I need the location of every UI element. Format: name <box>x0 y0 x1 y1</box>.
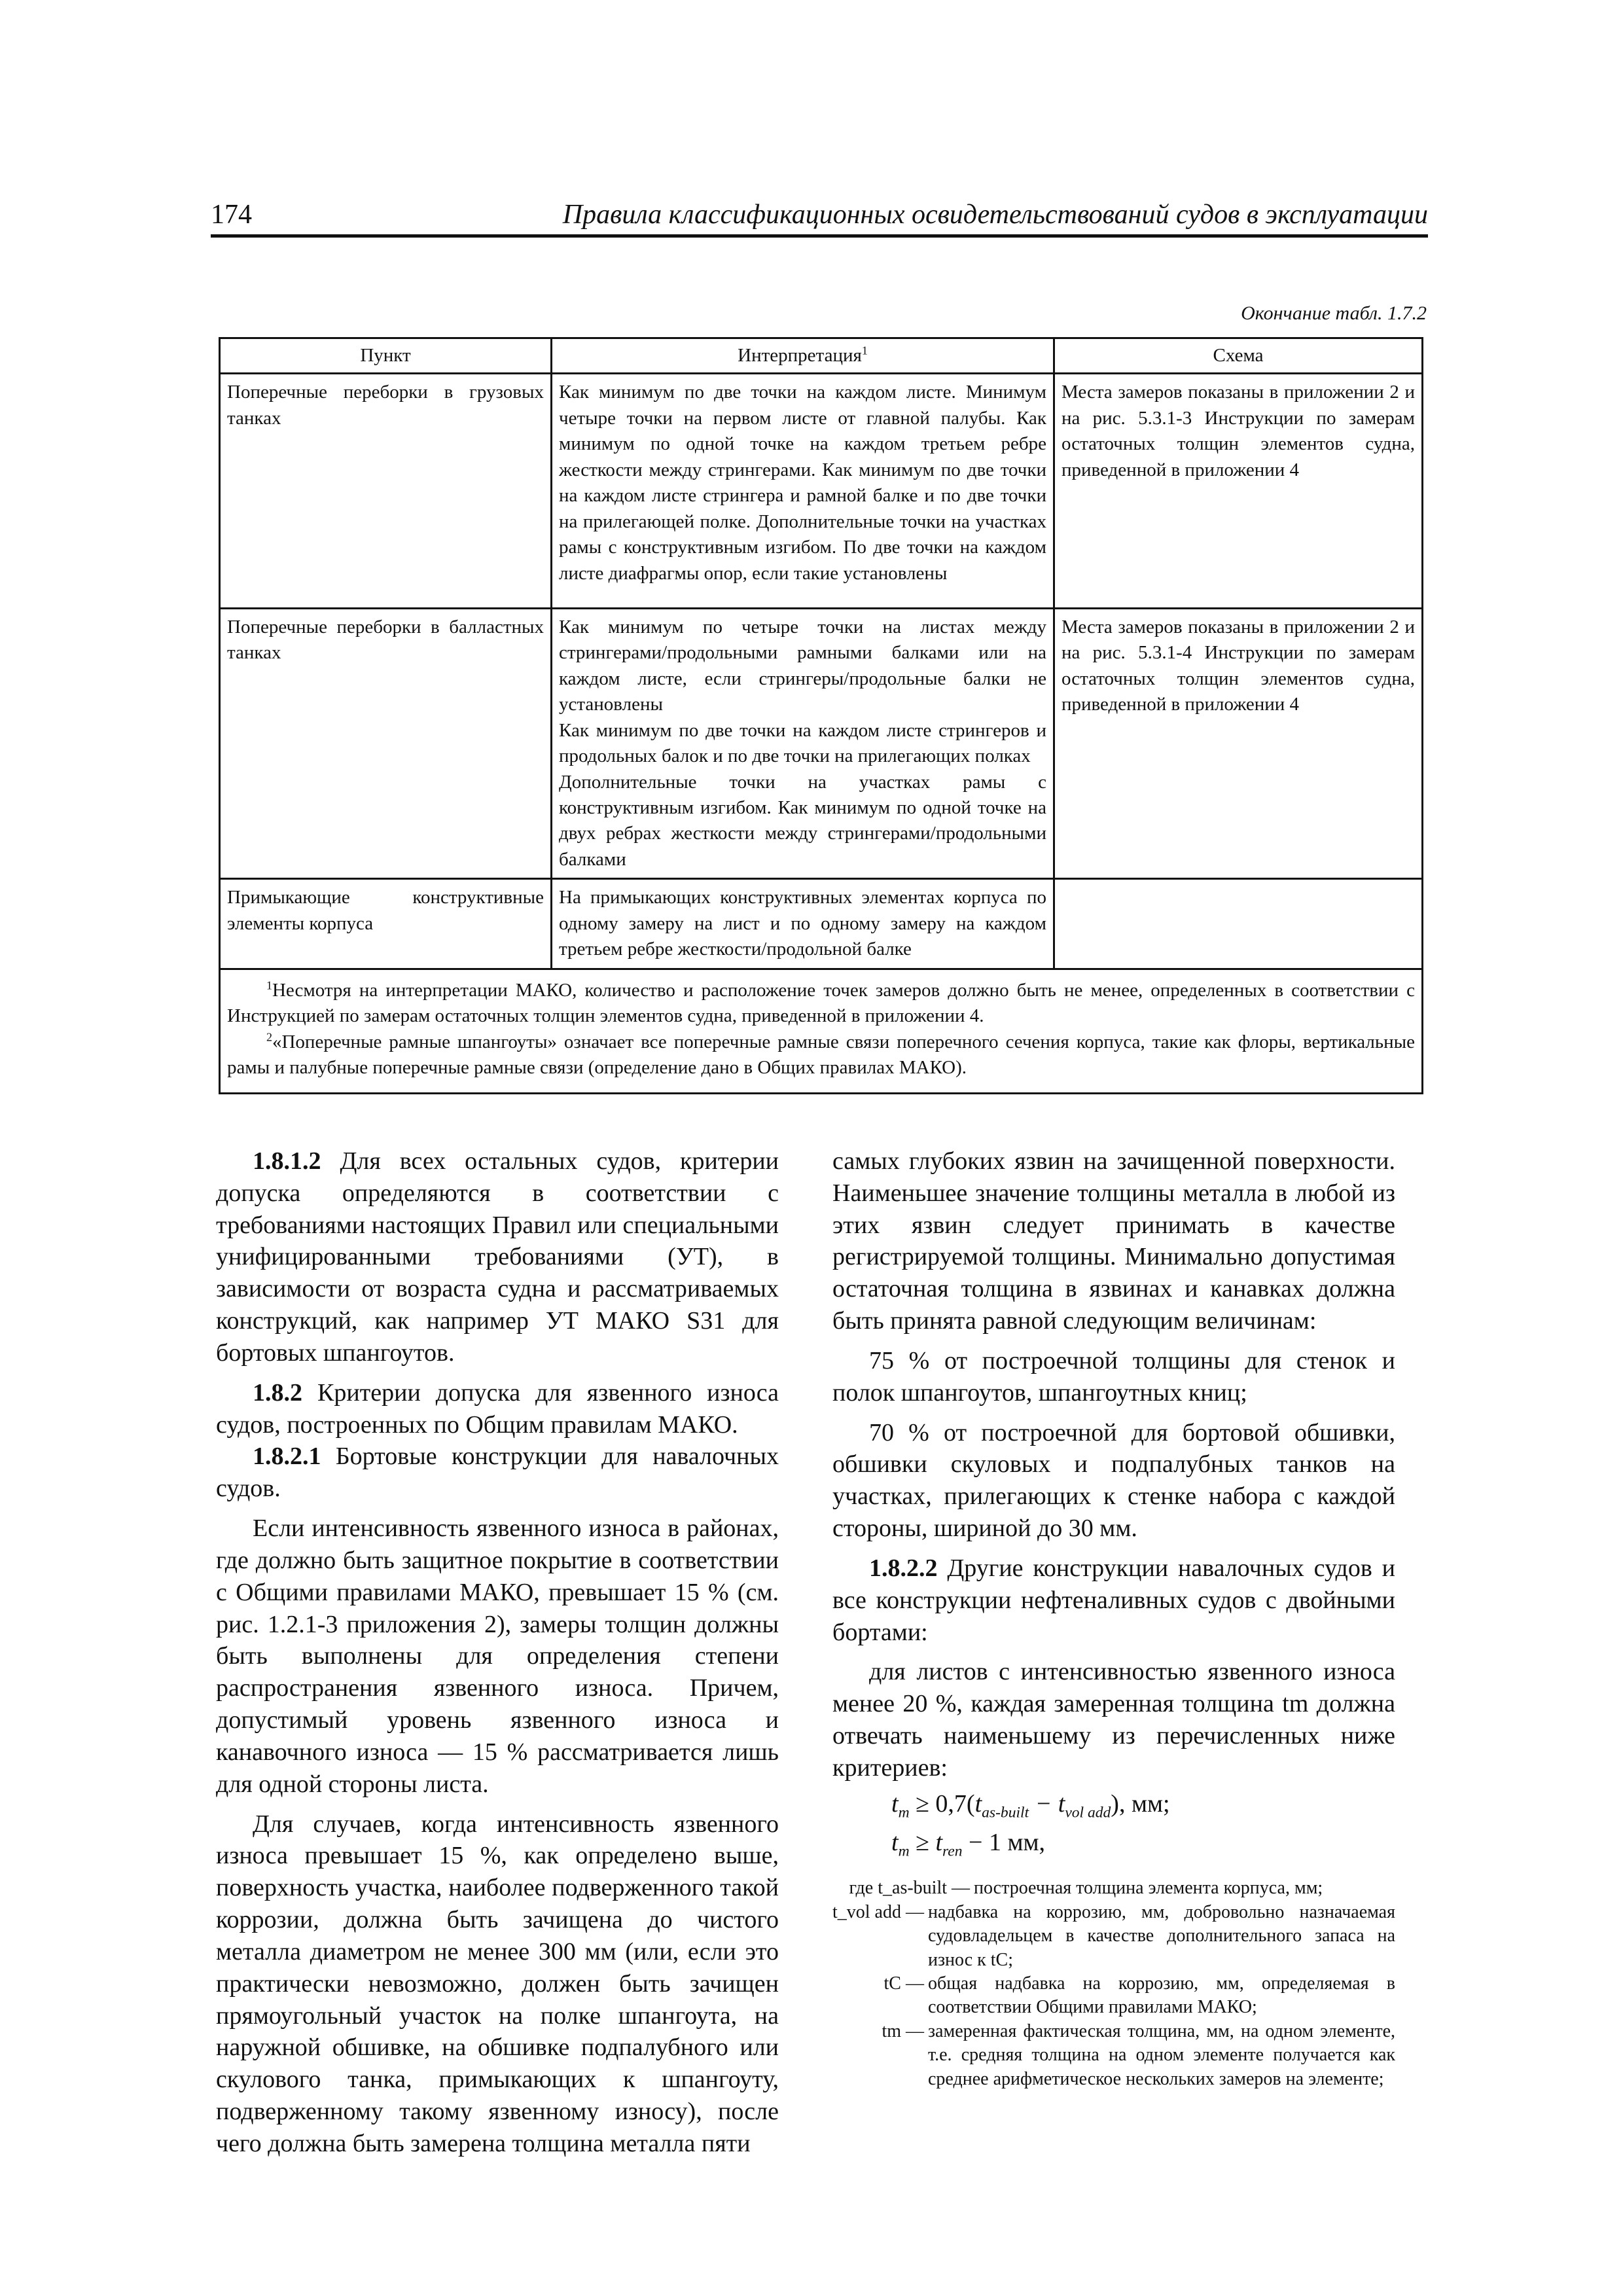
definition-item <box>832 1901 1395 1972</box>
definition-term: tm — <box>882 2020 924 2041</box>
table-caption: Окончание табл. 1.7.2 <box>1241 302 1427 324</box>
right-column <box>832 1145 1395 2091</box>
cell-item: Поперечные переборки в грузовых танках <box>220 374 552 609</box>
definition-text: общая надбавка на коррозию, мм, определяемая в соответствии Общими правилами МАКО; <box>928 1973 1395 2018</box>
interpretation-table <box>219 337 1423 1094</box>
table-note: $^2$«Поперечные рамные шпангоуты» означает все поперечные рамные связи поперечного сечения корпуса, такие как флоры, вертикальные рамы и палубные поперечные рамные связи (определение дано в Общих правилах МАКО). <box>227 1030 1415 1078</box>
table-row <box>220 608 1423 878</box>
subsection-heading: 1.8.2.2 Другие конструкции навалочных судов и все конструкции нефтеналивных судов с двойными бортами: <box>832 1554 1395 1646</box>
cell-scheme: Места замеров показаны в приложении 2 и на рис. 5.3.1-3 Инструкции по замерам остаточных толщин элементов судна, приведенной в приложении 4 <box>1054 374 1423 609</box>
definition-term: t_vol add — <box>832 1901 924 1922</box>
page-header <box>211 196 1428 238</box>
column-header-interpretation: Интерпретация$^1$ <box>552 338 1054 374</box>
cell-scheme: Места замеров показаны в приложении 2 и на рис. 5.3.1-4 Инструкции по замерам остаточных толщин элементов судна, приведенной в приложении 4 <box>1054 608 1423 878</box>
table-row <box>220 879 1423 969</box>
cell-interpretation: Как минимум по две точки на каждом листе. Минимум четыре точки на первом листе от главной палубы. Как минимум по одной точке на каждом третьем ребре жесткости между стрингерами. Как минимум по две точки на каждом листе стрингера и рамной балке и по две точки на прилегающей полке. Дополнительные точки на участках рамы с конструктивным изгибом. По две точки на каждом листе диафрагмы опор, если такие установлены <box>552 374 1054 609</box>
table-row <box>220 374 1423 609</box>
paragraph: Для случаев, когда интенсивность язвенного износа превышает 15 %, как определено выше, поверхность участка, наиболее подверженного такой коррозии, должна быть зачищена до чистого металла диаметром не менее 300 мм (или, если это практически невозможно, должен быть зачищен прямоугольный участок на полке шпангоута, на наружной обшивке, на обшивке подпалубного или скулового танка, примыкающих к шпангоуту, подверженному такому язвенному износу), после чего должна быть замерена толщина металла пяти <box>216 1810 779 2157</box>
column-header-item: Пункт <box>220 338 552 374</box>
left-column <box>216 1145 779 2160</box>
subsection-heading: 1.8.2.1 Бортовые конструкции для навалочных судов. <box>216 1443 779 1503</box>
formula-1: $t_m \ge 0,7(t_{as-built} - t_{vol add})$, мм; <box>891 1789 1170 1821</box>
definition-item <box>832 1972 1395 2020</box>
table-notes-row <box>220 969 1423 1094</box>
paragraph: Если интенсивность язвенного износа в районах, где должно быть защитное покрытие в соответствии с Общими правилами МАКО, превышает 15 % (см. рис. 1.2.1-3 приложения 2), замеры толщин должны быть выполнены для определения степени распространения язвенного износа. Причем, допустимый уровень язвенного износа и канавочного износа — 15 % рассматривается лишь для одной стороны листа. <box>216 1515 779 1798</box>
cell-interpretation: На примыкающих конструктивных элементах корпуса по одному замеру на лист и по одному замеру на каждом третьем ребре жесткости/продольной балке <box>552 879 1054 969</box>
definition-term: где t_as-built — <box>849 1878 970 1899</box>
definition-text: надбавка на коррозию, мм, добровольно назначаемая судовладельцем в качестве дополнительного запаса на износ к tC; <box>928 1901 1395 1970</box>
cell-interpretation <box>552 608 1054 878</box>
cell-item: Примыкающие конструктивные элементы корпуса <box>220 879 552 969</box>
definition-text: построечная толщина элемента корпуса, мм; <box>974 1878 1323 1899</box>
interpretation-line: Как минимум по две точки на каждом листе стрингеров и продольных балок и по две точки на прилегающих полках <box>559 719 1046 767</box>
running-title: Правила классификационных освидетельствований судов в эксплуатации <box>562 200 1428 230</box>
page-number: 174 <box>211 200 252 230</box>
interpretation-line: Дополнительные точки на участках рамы с конструктивным изгибом. Как минимум по одной точке на двух ребрах жесткости между стрингерами/продольными балками <box>559 771 1046 870</box>
paragraph: 70 % от построечной для бортовой обшивки, обшивки скуловых и подпалубных танков на участках, прилегающих к стенке набора с каждой стороны, шириной до 30 мм. <box>832 1418 1395 1543</box>
definitions-list <box>832 1876 1395 2091</box>
cell-scheme <box>1054 879 1423 969</box>
table-notes <box>220 969 1423 1094</box>
column-header-scheme: Схема <box>1054 338 1423 374</box>
definition-text: замеренная фактическая толщина, мм, на одном элементе, т.е. средняя толщина на одном элементе получается как среднее арифметическое нескольких замеров на элементе; <box>928 2020 1395 2089</box>
section-heading: 1.8.2 Критерии допуска для язвенного износа судов, построенных по Общим правилам МАКО. <box>216 1378 779 1439</box>
paragraph: самых глубоких язвин на зачищенной поверхности. Наименьшее значение толщины металла в любой из этих язвин следует принимать в качестве регистрируемой толщины. Минимально допустимая остаточная толщина в язвинах и канавках должна быть принята равной следующим величинам: <box>832 1147 1395 1335</box>
formula-2: $t_m \ge t_{ren} - 1$ мм, <box>891 1828 1046 1860</box>
cell-item: Поперечные переборки в балластных танках <box>220 608 552 878</box>
table-header-row <box>220 338 1423 374</box>
interpretation-line: Как минимум по четыре точки на листах между стрингерами/продольными рамными балками или на каждом листе, если стрингеры/продольные балки не установлены <box>559 616 1046 715</box>
definition-item <box>832 2020 1395 2091</box>
definition-term: tC — <box>883 1973 924 1994</box>
table-note: $^1$Несмотря на интерпретации МАКО, количество и расположение точек замеров должно быть не менее, определенных в соответствии с Инструкцией по замерам остаточных толщин элементов судна, приведенной в приложении 4. <box>227 978 1415 1027</box>
paragraph: для листов с интенсивностью язвенного износа менее 20 %, каждая замеренная толщина tm должна отвечать наименьшему из перечисленных ниже критериев: <box>832 1658 1395 1782</box>
paragraph: 1.8.1.2 Для всех остальных судов, критерии допуска определяются в соответствии с требованиями настоящих Правил или специальными унифицированными требованиями (УТ), в зависимости от возраста судна и рассматриваемых конструкций, как например УТ МАКО S31 для бортовых шпангоутов. <box>216 1147 779 1367</box>
definition-item <box>832 1876 1395 1900</box>
paragraph: 75 % от построечной толщины для стенок и полок шпангоутов, шпангоутных книц; <box>832 1346 1395 1407</box>
